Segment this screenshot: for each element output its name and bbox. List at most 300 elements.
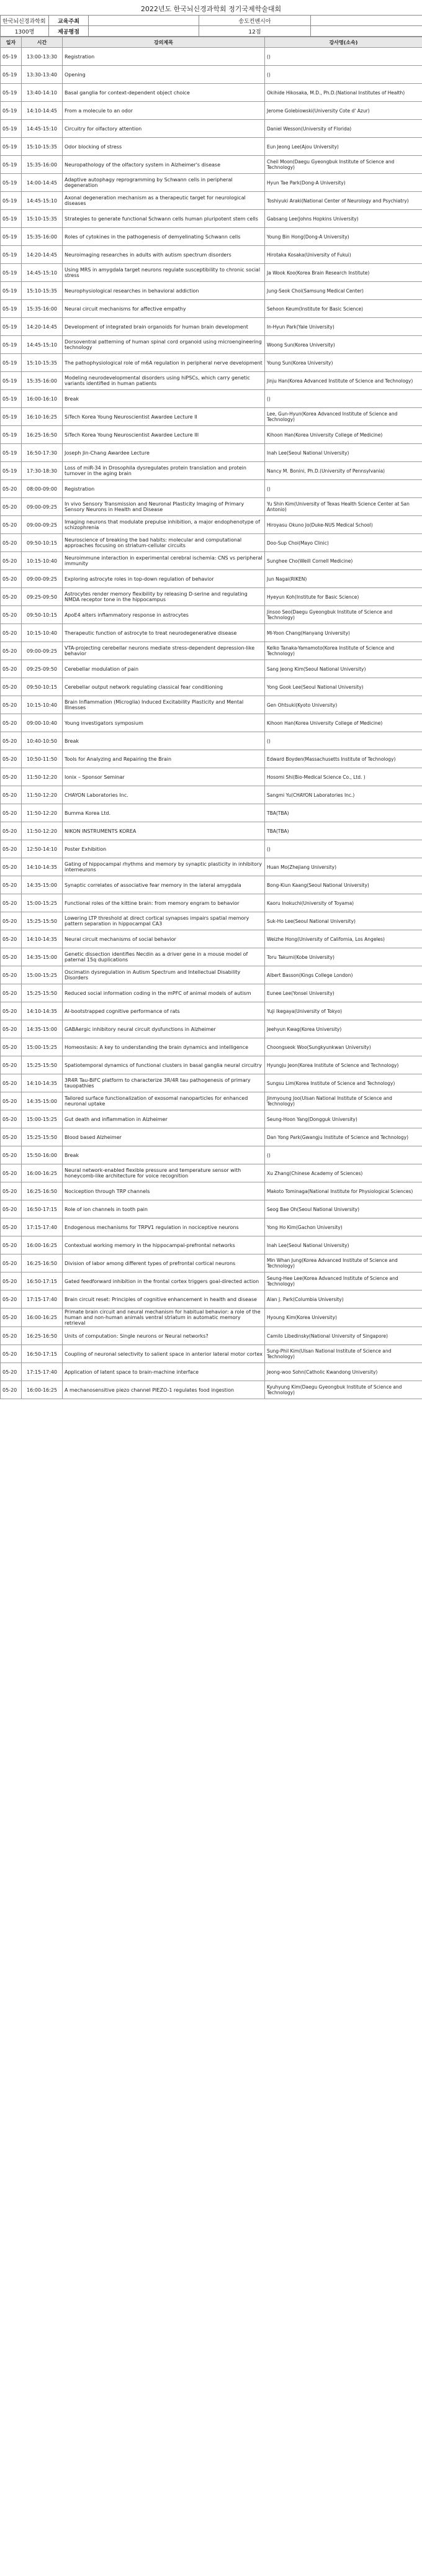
topic-cell: Endogenous mechanisms for TRPV1 regulation in nociceptive neurons (63, 1218, 265, 1236)
header-speaker: 강사명(소속) (265, 37, 422, 48)
date-cell: 05-19 (1, 354, 22, 372)
table-row (1, 696, 422, 714)
speaker-cell: Jeong-woo Sohn(Catholic Kwandong University) (265, 1363, 422, 1381)
time-cell: 08:00-09:00 (22, 480, 63, 498)
table-row (1, 1002, 422, 1020)
date-cell: 05-20 (1, 1020, 22, 1038)
table-row (1, 1146, 422, 1164)
date-cell: 05-19 (1, 228, 22, 246)
date-cell: 05-19 (1, 390, 22, 408)
topic-cell: Circuitry for olfactory attention (63, 120, 265, 138)
table-row (1, 426, 422, 444)
date-cell: 05-20 (1, 1236, 22, 1254)
topic-cell: Imaging neurons that modulate prepulse inhibition, a major endophenotype of schizophrenia (63, 516, 265, 534)
table-row (1, 462, 422, 480)
time-cell: 09:25-09:50 (22, 660, 63, 678)
table-row (1, 516, 422, 534)
date-cell: 05-20 (1, 930, 22, 948)
topic-cell: Neuroimaging researches in adults with autism spectrum disorders (63, 246, 265, 264)
speaker-cell: Hiroyasu Okuno Jo(Duke-NUS Medical School) (265, 516, 422, 534)
credit-label: 제공평점 (49, 26, 89, 37)
speaker-cell: Hyeyun Koh(Institute for Basic Science) (265, 588, 422, 606)
table-row (1, 354, 422, 372)
table-row (1, 1200, 422, 1218)
date-cell: 05-20 (1, 534, 22, 552)
table-row (1, 858, 422, 876)
topic-cell: Break (63, 390, 265, 408)
date-cell: 05-19 (1, 174, 22, 192)
date-cell: 05-19 (1, 300, 22, 318)
venue-cell: 송도컨벤시아 (199, 16, 311, 26)
speaker-cell: () (265, 480, 422, 498)
topic-cell: Exploring astrocyte roles in top-down regulation of behavior (63, 570, 265, 588)
time-cell: 15:00-15:25 (22, 1110, 63, 1128)
speaker-cell: Young Sun(Korea University) (265, 354, 422, 372)
topic-cell: Poster Exhibition (63, 840, 265, 858)
topic-cell: Opening (63, 66, 265, 84)
table-row (1, 480, 422, 498)
speaker-cell: Kelko Tanaka-Yamamoto(Korea Institute of Science and Technology) (265, 642, 422, 660)
table-row (1, 1327, 422, 1345)
table-row (1, 318, 422, 336)
topic-cell: VTA-projecting cerebellar neurons mediate stress-dependent depression-like behavior (63, 642, 265, 660)
topic-cell: Development of integrated brain organoids for human brain development (63, 318, 265, 336)
topic-cell: Neuroscience of breaking the bad habits: molecular and computational approaches focusing on striatum-cellular circuits (63, 534, 265, 552)
date-cell: 05-20 (1, 804, 22, 822)
time-cell: 16:50-17:15 (22, 1200, 63, 1218)
date-cell: 05-19 (1, 192, 22, 210)
date-cell: 05-20 (1, 1290, 22, 1308)
table-row (1, 1308, 422, 1327)
table-row (1, 1038, 422, 1056)
speaker-cell: Woong Sun(Korea University) (265, 336, 422, 354)
speaker-cell: Hirotaka Kosaka(University of Fukui) (265, 246, 422, 264)
topic-cell: ApoE4 alters inflammatory response in astrocytes (63, 606, 265, 624)
time-cell: 09:50-10:15 (22, 678, 63, 696)
table-row (1, 66, 422, 84)
table-row (1, 1020, 422, 1038)
date-cell: 05-19 (1, 120, 22, 138)
speaker-cell: Inah Lee(Seoul National University) (265, 444, 422, 462)
table-row (1, 372, 422, 390)
table-row (1, 750, 422, 768)
table-row (1, 102, 422, 120)
date-cell: 05-20 (1, 1308, 22, 1327)
topic-cell: A mechanosensitive piezo channel PIEZO-1 regulates food ingestion (63, 1381, 265, 1399)
time-cell: 16:50-17:15 (22, 1272, 63, 1290)
time-cell: 15:10-15:35 (22, 138, 63, 156)
speaker-cell: Hyoung Kim(Korea University) (265, 1308, 422, 1327)
date-cell: 05-19 (1, 336, 22, 354)
topic-cell: Units of computation: Single neurons or Neural networks? (63, 1327, 265, 1345)
date-cell: 05-20 (1, 516, 22, 534)
speaker-cell: Camilo Libedinsky(National University of Singapore) (265, 1327, 422, 1345)
table-row (1, 1182, 422, 1200)
topic-cell: Roles of cytokines in the pathogenesis of demyelinating Schwann cells (63, 228, 265, 246)
table-row (1, 192, 422, 210)
topic-cell: Odor blocking of stress (63, 138, 265, 156)
speaker-cell: () (265, 732, 422, 750)
date-cell: 05-20 (1, 840, 22, 858)
topic-cell: Role of ion channels in tooth pain (63, 1200, 265, 1218)
table-row (1, 264, 422, 282)
date-cell: 05-19 (1, 102, 22, 120)
time-cell: 09:00-09:25 (22, 642, 63, 660)
time-cell: 16:10-16:25 (22, 408, 63, 426)
table-row (1, 1236, 422, 1254)
host-value (89, 16, 199, 26)
topic-cell: Using MRS in amygdala target neurons regulate susceptibility to chronic social stress (63, 264, 265, 282)
info-blank (311, 16, 422, 26)
speaker-cell: TBA(TBA) (265, 804, 422, 822)
topic-cell: Cerebellar output network regulating classical fear conditioning (63, 678, 265, 696)
topic-cell: Neuroimmune interaction in experimental cerebral ischemia: CNS vs peripheral immunity (63, 552, 265, 570)
date-cell: 05-20 (1, 822, 22, 840)
speaker-cell: Seung-Hee Lee(Korea Advanced Institute of Science and Technology) (265, 1272, 422, 1290)
header-date: 일자 (1, 37, 22, 48)
date-cell: 05-20 (1, 768, 22, 786)
date-cell: 05-19 (1, 264, 22, 282)
topic-cell: Bumma Korea Ltd. (63, 804, 265, 822)
time-cell: 16:25-16:50 (22, 1327, 63, 1345)
time-cell: 12:50-14:10 (22, 840, 63, 858)
table-row (1, 1092, 422, 1110)
table-row (1, 678, 422, 696)
table-row (1, 1164, 422, 1182)
speaker-cell: () (265, 390, 422, 408)
time-cell: 11:50-12:20 (22, 786, 63, 804)
speaker-cell: Seog Bae Oh(Seoul National University) (265, 1200, 422, 1218)
time-cell: 16:00-16:25 (22, 1236, 63, 1254)
speaker-cell: Toru Takumi(Kobe University) (265, 948, 422, 966)
date-cell: 05-20 (1, 696, 22, 714)
date-cell: 05-20 (1, 1128, 22, 1146)
topic-cell: Break (63, 1146, 265, 1164)
date-cell: 05-20 (1, 480, 22, 498)
header-topic: 강의제목 (63, 37, 265, 48)
topic-cell: Basal ganglia for context-dependent object choice (63, 84, 265, 102)
date-cell: 05-20 (1, 1056, 22, 1074)
time-cell: 16:25-16:50 (22, 1254, 63, 1272)
schedule-header-row (1, 37, 422, 48)
topic-cell: GABAergic inhibitory neural circuit dysfunctions in Alzheimer (63, 1020, 265, 1038)
topic-cell: Neural network-enabled flexible pressure and temperature sensor with honeycomb-like architecture for voice recognition (63, 1164, 265, 1182)
date-cell: 05-20 (1, 1092, 22, 1110)
time-cell: 09:00-10:40 (22, 714, 63, 732)
time-cell: 16:00-16:25 (22, 1308, 63, 1327)
table-row (1, 1074, 422, 1092)
topic-cell: Gated feedforward inhibition in the frontal cortex triggers goal-directed action (63, 1272, 265, 1290)
topic-cell: Blood based Alzheimer (63, 1128, 265, 1146)
speaker-cell: Okihide Hikosaka, M.D., Ph.D.(National Institutes of Health) (265, 84, 422, 102)
speaker-cell: Jinsoo Seo(Daegu Gyeongbuk Institute of Science and Technology) (265, 606, 422, 624)
date-cell: 05-20 (1, 912, 22, 930)
time-cell: 15:35-16:00 (22, 372, 63, 390)
time-cell: 16:25-16:50 (22, 1182, 63, 1200)
time-cell: 09:50-10:15 (22, 606, 63, 624)
time-cell: 14:35-15:00 (22, 1092, 63, 1110)
date-cell: 05-20 (1, 624, 22, 642)
table-row (1, 246, 422, 264)
table-row (1, 48, 422, 66)
topic-cell: Joseph Jin-Chang Awardee Lecture (63, 444, 265, 462)
speaker-cell: Makoto Tominaga(National Institute for Physiological Sciences) (265, 1182, 422, 1200)
topic-cell: Oscimatin dysregulation in Autism Spectrum and Intellectual Disability Disorders (63, 966, 265, 984)
speaker-cell: Weizhe Hong(University of California, Los Angeles) (265, 930, 422, 948)
table-row (1, 498, 422, 516)
topic-cell: Neurophysiological researches in behavioral addiction (63, 282, 265, 300)
time-cell: 15:10-15:35 (22, 354, 63, 372)
table-row (1, 300, 422, 318)
date-cell: 05-20 (1, 750, 22, 768)
topic-cell: Gut death and inflammation in Alzheimer (63, 1110, 265, 1128)
table-row (1, 966, 422, 984)
topic-cell: Break (63, 732, 265, 750)
table-row (1, 570, 422, 588)
time-cell: 15:25-15:50 (22, 912, 63, 930)
time-cell: 11:50-12:20 (22, 768, 63, 786)
credit-value: 12점 (199, 26, 311, 37)
table-row (1, 894, 422, 912)
speaker-cell: Yong Gook Lee(Seoul National University) (265, 678, 422, 696)
date-cell: 05-20 (1, 570, 22, 588)
table-row (1, 552, 422, 570)
time-cell: 15:00-15:25 (22, 894, 63, 912)
speaker-cell: Kihoon Han(Korea University College of Medicine) (265, 426, 422, 444)
table-row (1, 948, 422, 966)
time-cell: 14:10-14:35 (22, 1074, 63, 1092)
speaker-cell: Hyun Tae Park(Dong-A University) (265, 174, 422, 192)
date-cell: 05-20 (1, 642, 22, 660)
speaker-cell: Eunee Lee(Yonsei University) (265, 984, 422, 1002)
speaker-cell: Gen Ohtsuki(Kyoto University) (265, 696, 422, 714)
time-cell: 16:00-16:10 (22, 390, 63, 408)
table-row (1, 606, 422, 624)
topic-cell: Registration (63, 48, 265, 66)
topic-cell: Neuropathology of the olfactory system in Alzheimer's disease (63, 156, 265, 174)
time-cell: 14:10-14:35 (22, 930, 63, 948)
speaker-cell: Kihoon Han(Korea University College of Medicine) (265, 714, 422, 732)
time-cell: 15:10-15:35 (22, 210, 63, 228)
date-cell: 05-20 (1, 552, 22, 570)
table-row (1, 156, 422, 174)
table-row (1, 714, 422, 732)
table-row (1, 642, 422, 660)
speaker-cell: Bong-Kiun Kaang(Seoul National University) (265, 876, 422, 894)
speaker-cell: Kyuhyung Kim(Daegu Gyeongbuk Institute of Science and Technology) (265, 1381, 422, 1399)
date-cell: 05-20 (1, 732, 22, 750)
table-row (1, 732, 422, 750)
schedule-body (1, 48, 422, 1399)
time-cell: 15:00-15:25 (22, 966, 63, 984)
date-cell: 05-20 (1, 660, 22, 678)
date-cell: 05-20 (1, 678, 22, 696)
time-cell: 15:35-16:00 (22, 300, 63, 318)
table-row (1, 804, 422, 822)
time-cell: 16:00-16:25 (22, 1164, 63, 1182)
topic-cell: Astrocytes render memory flexibility by releasing D-serine and regulating NMDA receptor tone in the hippocampus (63, 588, 265, 606)
info-blank (311, 26, 422, 37)
speaker-cell: Mi-Yoon Chang(Hanyang University) (265, 624, 422, 642)
speaker-cell: Cheil Moon(Daegu Gyeongbuk Institute of Science and Technology) (265, 156, 422, 174)
speaker-cell: Yu Shin Kim(University of Texas Health Science Center at San Antonio) (265, 498, 422, 516)
table-row (1, 228, 422, 246)
topic-cell: Genetic dissection identifies Necdin as a driver gene in a mouse model of paternal 15q duplications (63, 948, 265, 966)
speaker-cell: Sang Jeong Kim(Seoul National University) (265, 660, 422, 678)
table-row (1, 390, 422, 408)
organizer-cell: 한국뇌신경과학회 (1, 16, 49, 26)
date-cell: 05-20 (1, 984, 22, 1002)
time-cell: 15:25-15:50 (22, 984, 63, 1002)
date-cell: 05-19 (1, 408, 22, 426)
time-cell: 16:25-16:50 (22, 426, 63, 444)
date-cell: 05-19 (1, 462, 22, 480)
table-row (1, 786, 422, 804)
date-cell: 05-19 (1, 318, 22, 336)
speaker-cell: Choongseok Woo(Sungkyunkwan University) (265, 1038, 422, 1056)
date-cell: 05-20 (1, 1146, 22, 1164)
date-cell: 05-20 (1, 1363, 22, 1381)
speaker-cell: Sehoon Keum(Institute for Basic Science) (265, 300, 422, 318)
speaker-cell: Edward Boyden(Massachusetts Institute of Technology) (265, 750, 422, 768)
time-cell: 13:30-13:40 (22, 66, 63, 84)
speaker-cell: Daniel Wesson(University of Florida) (265, 120, 422, 138)
speaker-cell: Dan Yong Park(Gwangju Institute of Science and Technology) (265, 1128, 422, 1146)
topic-cell: The pathophysiological role of m6A regulation in peripheral nerve development (63, 354, 265, 372)
time-cell: 14:35-15:00 (22, 876, 63, 894)
speaker-cell: Toshiyuki Araki(National Center of Neurology and Psychiatry) (265, 192, 422, 210)
time-cell: 10:50-11:50 (22, 750, 63, 768)
schedule-table (0, 37, 422, 1399)
time-cell: 15:00-15:25 (22, 1038, 63, 1056)
course-info-table (0, 15, 422, 37)
time-cell: 09:00-09:25 (22, 498, 63, 516)
header-time: 시간 (22, 37, 63, 48)
time-cell: 14:35-15:00 (22, 948, 63, 966)
date-cell: 05-20 (1, 1254, 22, 1272)
speaker-cell: Hosomi Shi(Bio-Medical Science Co., Ltd. ) (265, 768, 422, 786)
time-cell: 13:40-14:10 (22, 84, 63, 102)
speaker-cell: Jinju Han(Korea Advanced Institute of Science and Technology) (265, 372, 422, 390)
date-cell: 05-19 (1, 66, 22, 84)
topic-cell: Tailored surface functionalization of exosomal nanoparticles for enhanced neuronal uptake (63, 1092, 265, 1110)
topic-cell: Brain circuit reset: Principles of cognitive enhancement in health and disease (63, 1290, 265, 1308)
time-cell: 16:50-17:15 (22, 1345, 63, 1363)
time-cell: 09:50-10:15 (22, 534, 63, 552)
table-row (1, 120, 422, 138)
topic-cell: NIKON INSTRUMENTS KOREA (63, 822, 265, 840)
speaker-cell: Seung-Hoon Yang(Dongguk University) (265, 1110, 422, 1128)
table-row (1, 660, 422, 678)
speaker-cell: Jerome Golebiowski(University Cote d' Azur) (265, 102, 422, 120)
time-cell: 10:40-10:50 (22, 732, 63, 750)
speaker-cell: () (265, 48, 422, 66)
table-row (1, 534, 422, 552)
time-cell: 14:20-14:45 (22, 318, 63, 336)
time-cell: 15:35-16:00 (22, 228, 63, 246)
time-cell: 14:45-15:10 (22, 192, 63, 210)
speaker-cell: Lee, Gun-Hyun(Korea Advanced Institute of Science and Technology) (265, 408, 422, 426)
topic-cell: Brain Inflammation (Microglia) Induced Excitability Plasticity and Mental Illnesses (63, 696, 265, 714)
speaker-cell: Young Bin Hong(Dong-A University) (265, 228, 422, 246)
speaker-cell: Jeehyun Kwag(Korea University) (265, 1020, 422, 1038)
date-cell: 05-20 (1, 1164, 22, 1182)
speaker-cell: Xu Zhang(Chinese Academy of Sciences) (265, 1164, 422, 1182)
attendance-cell: 1300명 (1, 26, 49, 37)
time-cell: 13:00-13:30 (22, 48, 63, 66)
topic-cell: Lowering LTP threshold at direct cortical synapses impairs spatial memory pattern separation in hippocampal CA3 (63, 912, 265, 930)
speaker-cell: Doo-Sup Choi(Mayo Clinic) (265, 534, 422, 552)
table-row (1, 876, 422, 894)
topic-cell: From a molecule to an odor (63, 102, 265, 120)
time-cell: 17:30-18:30 (22, 462, 63, 480)
speaker-cell: Suk-Ho Lee(Seoul National University) (265, 912, 422, 930)
table-row (1, 336, 422, 354)
speaker-cell: () (265, 1146, 422, 1164)
date-cell: 05-20 (1, 1182, 22, 1200)
speaker-cell: Huan Mo(Zhejiang University) (265, 858, 422, 876)
date-cell: 05-20 (1, 1381, 22, 1399)
topic-cell: Nociception through TRP channels (63, 1182, 265, 1200)
topic-cell: Loss of miR-34 in Drosophila dysregulates protein translation and protein turnover in the aging brain (63, 462, 265, 480)
speaker-cell: Yong Ho Kim(Gachon University) (265, 1218, 422, 1236)
table-row (1, 408, 422, 426)
date-cell: 05-20 (1, 1200, 22, 1218)
date-cell: 05-20 (1, 1038, 22, 1056)
topic-cell: In vivo Sensory Transmission and Neuronal Plasticity Imaging of Primary Sensory Neurons in Health and Disease (63, 498, 265, 516)
speaker-cell: In-Hyun Park(Yale University) (265, 318, 422, 336)
speaker-cell: Jinmyoung Joo(Ulsan National Institute of Science and Technology) (265, 1092, 422, 1110)
time-cell: 14:10-14:45 (22, 102, 63, 120)
time-cell: 14:00-14:45 (22, 174, 63, 192)
date-cell: 05-20 (1, 606, 22, 624)
table-row (1, 1254, 422, 1272)
date-cell: 05-20 (1, 786, 22, 804)
table-row (1, 1056, 422, 1074)
credit-blank (89, 26, 199, 37)
topic-cell: Adaptive autophagy reprogramming by Schwann cells in peripheral degeneration (63, 174, 265, 192)
table-row (1, 768, 422, 786)
time-cell: 10:15-10:40 (22, 552, 63, 570)
time-cell: 09:00-09:25 (22, 570, 63, 588)
date-cell: 05-20 (1, 1327, 22, 1345)
time-cell: 17:15-17:40 (22, 1363, 63, 1381)
topic-cell: Primate brain circuit and neural mechanism for habitual behavior: a role of the human and non-human animals ventral striatum in automatic memory retrieval (63, 1308, 265, 1327)
topic-cell: Registration (63, 480, 265, 498)
date-cell: 05-19 (1, 444, 22, 462)
topic-cell: Reduced social information coding in the mPFC of animal models of autism (63, 984, 265, 1002)
table-row (1, 138, 422, 156)
speaker-cell: Albert Basson(Kings College London) (265, 966, 422, 984)
table-row (1, 1272, 422, 1290)
speaker-cell: Hyungju Jeon(Korea Institute of Science and Technology) (265, 1056, 422, 1074)
topic-cell: CHAYON Laboratories Inc. (63, 786, 265, 804)
time-cell: 09:00-09:25 (22, 516, 63, 534)
time-cell: 09:25-09:50 (22, 588, 63, 606)
topic-cell: Contextual working memory in the hippocampal-prefrontal networks (63, 1236, 265, 1254)
date-cell: 05-19 (1, 210, 22, 228)
table-row (1, 282, 422, 300)
topic-cell: Axonal degeneration mechanism as a therapeutic target for neurological diseases (63, 192, 265, 210)
topic-cell: Neural circuit mechanisms for affective empathy (63, 300, 265, 318)
time-cell: 14:45-15:10 (22, 120, 63, 138)
time-cell: 10:15-10:40 (22, 696, 63, 714)
host-label: 교육주최 (49, 16, 89, 26)
speaker-cell: Jun Nagai(RIKEN) (265, 570, 422, 588)
table-row (1, 1218, 422, 1236)
time-cell: 15:35-16:00 (22, 156, 63, 174)
speaker-cell: Sung-Phil Kim(Ulsan National Institute of Science and Technology) (265, 1345, 422, 1363)
